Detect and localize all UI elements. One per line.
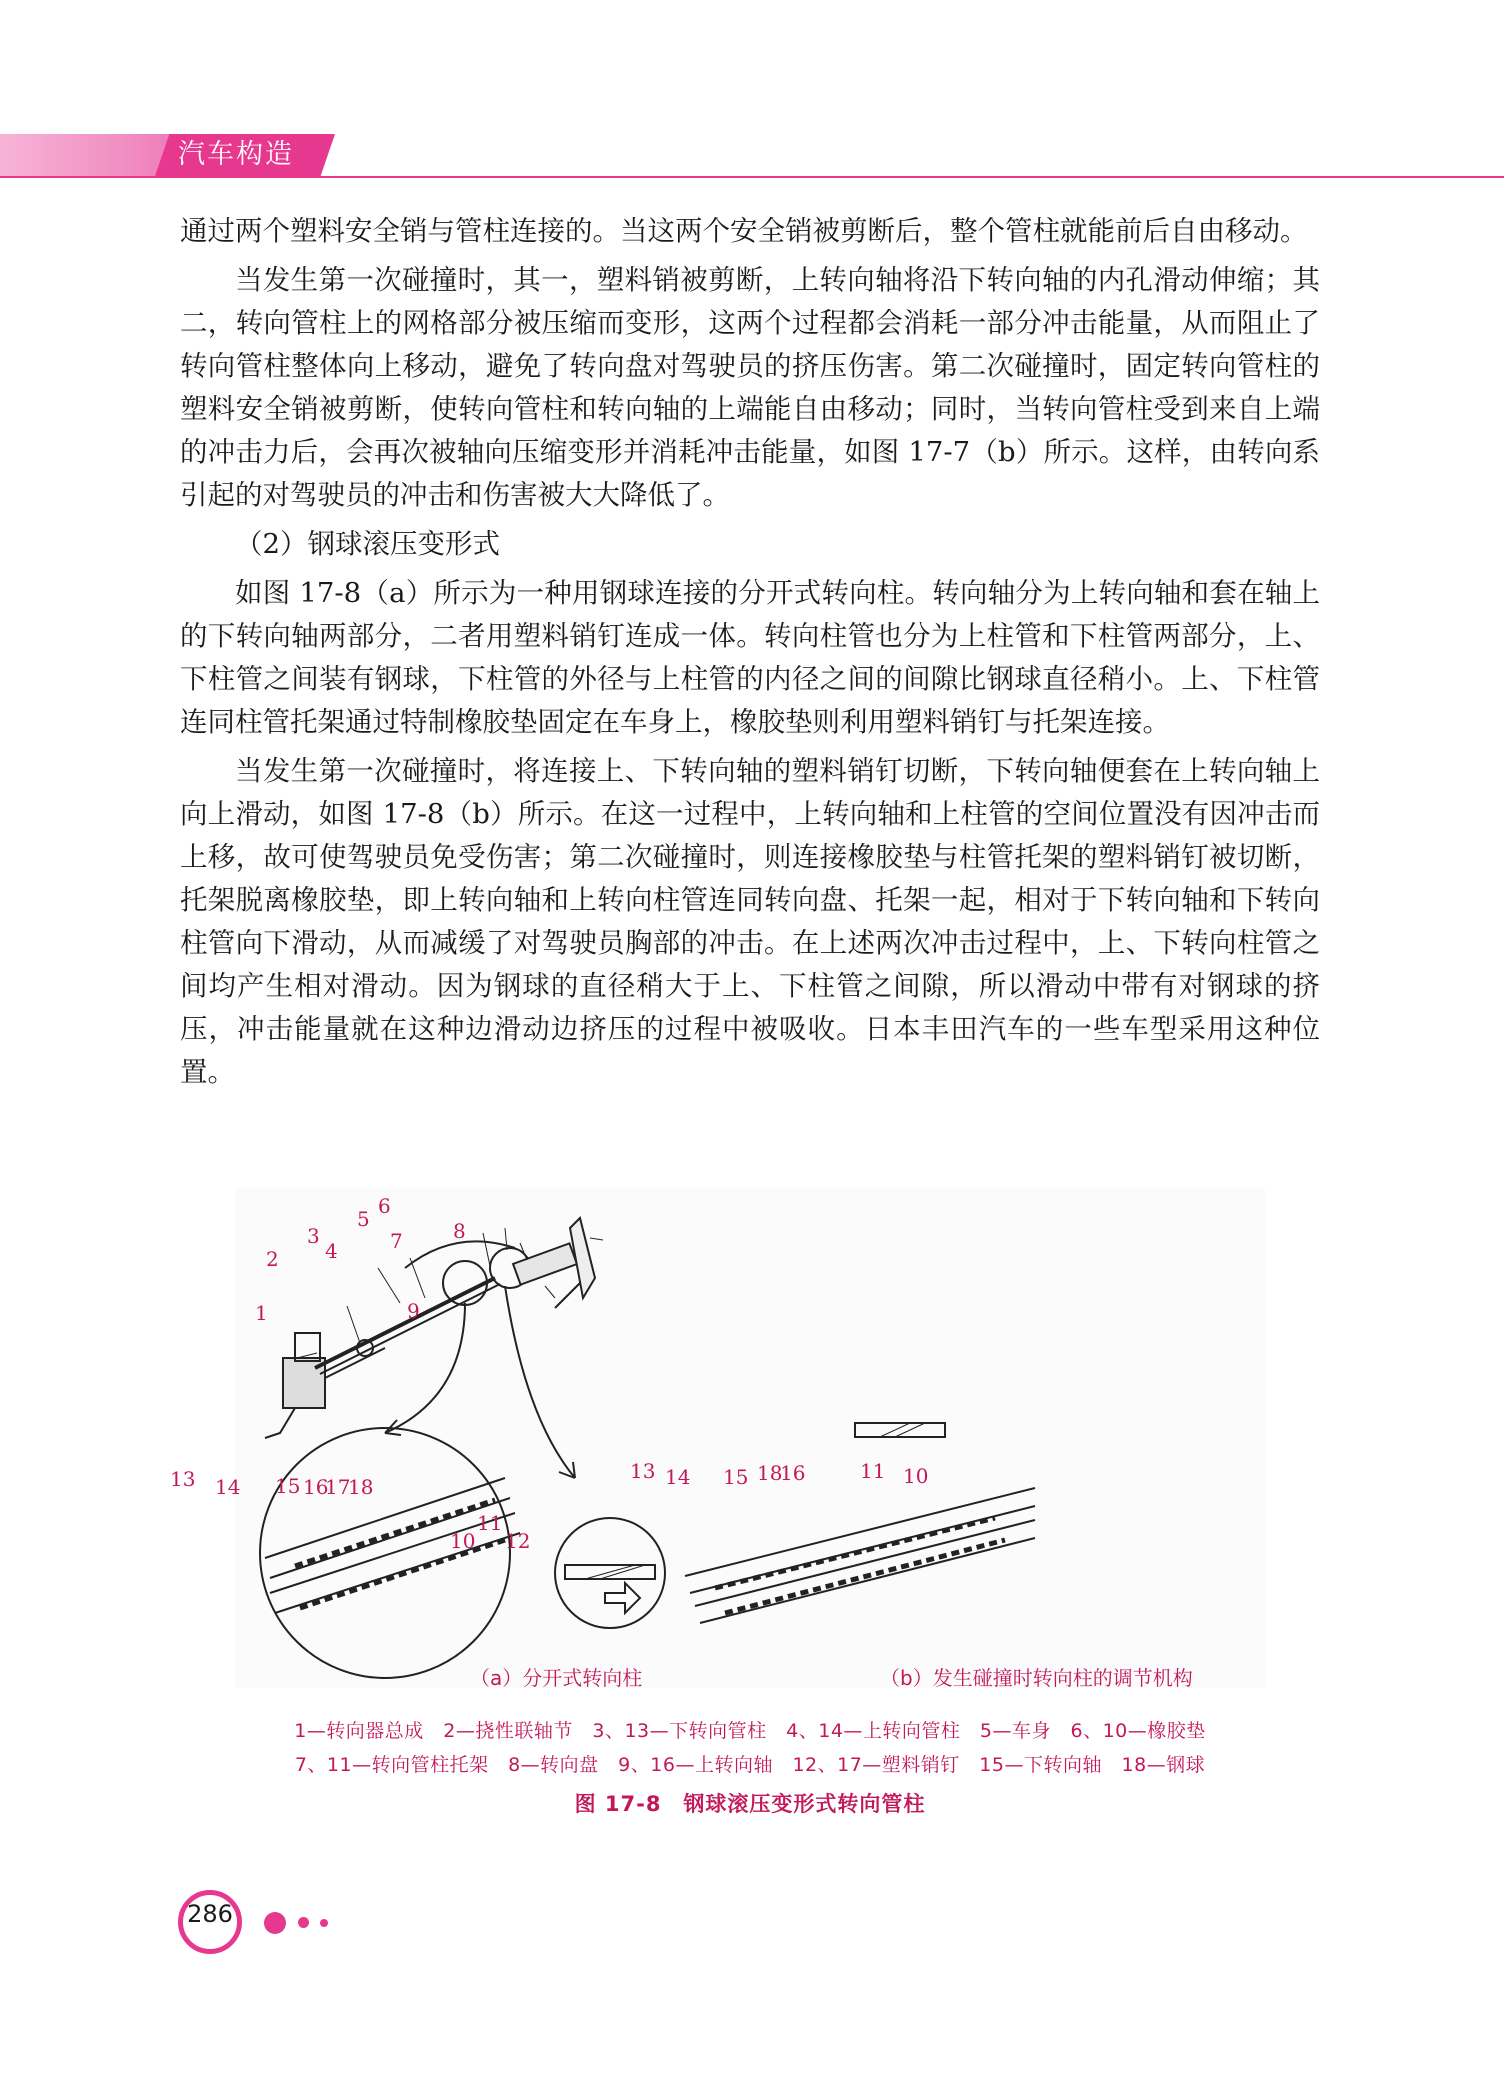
page-dot-medium [298, 1917, 309, 1928]
page-dot-small [320, 1919, 328, 1927]
body-text [180, 210, 1320, 1100]
label-2: 2 [266, 1247, 279, 1271]
section-heading: （2）钢球滚压变形式 [235, 528, 500, 560]
page-dot-large [264, 1912, 286, 1934]
label-1: 1 [255, 1301, 268, 1325]
label-b15: 15 [723, 1465, 749, 1489]
figure-17-8 [170, 1188, 1265, 1688]
label-6: 6 [378, 1194, 391, 1218]
steering-assembly-drawing [265, 1218, 595, 1438]
label-9: 9 [407, 1299, 420, 1323]
label-5: 5 [357, 1207, 370, 1231]
label-a14: 14 [215, 1475, 241, 1499]
paragraph-3: 如图 17-8（a）所示为一种用钢球连接的分开式转向柱。转向轴分为上转向轴和套在轴上的下转向轴两部分，二者用塑料销钉连成一体。转向柱管也分为上柱管和下柱管两部分，上、下柱管之间装有钢球，下柱管的外径与上柱管的内径之间的间隙比钢球直径稍小。上、下柱管连同柱管托架通过特制橡胶垫固定在车身上，橡胶垫则利用塑料销钉与托架连接。 [180, 577, 1320, 738]
label-3: 3 [307, 1224, 320, 1248]
caption-b: （b）发生碰撞时转向柱的调节机构 [880, 1666, 1193, 1690]
figure-drawing [170, 1188, 1265, 1688]
label-b18: 18 [757, 1461, 783, 1485]
label-b14: 14 [665, 1465, 691, 1489]
paragraph-4: 当发生第一次碰撞时，将连接上、下转向轴的塑料销钉切断，下转向轴便套在上转向轴上向上滑动，如图 17-8（b）所示。在这一过程中，上转向轴和上柱管的空间位置没有因冲击而上移，故可使驾驶员免受伤害；第二次碰撞时，则连接橡胶垫与柱管托架的塑料销钉被切断，托架脱离橡胶垫，即上转向轴和上转向柱管连同转向盘、托架一起，相对于下转向轴和下转向柱管向下滑动，从而减缓了对驾驶员胸部的冲击。在上述两次冲击过程中，上、下转向柱管之间均产生相对滑动。因为钢球的直径稍大于上、下柱管之间隙，所以滑动中带有对钢球的挤压，冲击能量就在这种边滑动边挤压的过程中被吸收。日本丰田汽车的一些车型采用这种位置。 [180, 755, 1320, 1088]
paragraph-1: 通过两个塑料安全销与管柱连接的。当这两个安全销被剪断后，整个管柱就能前后自由移动。 [180, 215, 1308, 247]
label-a13: 13 [170, 1467, 196, 1491]
label-c10: 10 [450, 1529, 476, 1553]
legend-line-2: 7、11—转向管柱托架 8—转向盘 9、16—上转向轴 12、17—塑料销钉 15—下转向轴 18—钢球 [294, 1754, 1206, 1776]
label-b13: 13 [630, 1459, 656, 1483]
label-d10: 10 [903, 1464, 929, 1488]
label-a16: 16 [303, 1475, 329, 1499]
label-a18: 18 [348, 1475, 374, 1499]
book-title: 汽车构造 [178, 139, 294, 170]
label-d11: 11 [860, 1459, 886, 1483]
header-rule [0, 176, 1504, 178]
adjust-mechanism-drawing [605, 1488, 1035, 1623]
caption-a: （a）分开式转向柱 [470, 1666, 643, 1690]
legend-line-1: 1—转向器总成 2—挠性联轴节 3、13—下转向管柱 4、14—上转向管柱 5—车身 6、10—橡胶垫 [294, 1720, 1206, 1742]
label-4: 4 [325, 1239, 338, 1263]
label-8: 8 [453, 1219, 466, 1243]
figure-title: 图 17-8 钢球滚压变形式转向管柱 [574, 1792, 926, 1816]
paragraph-2: 当发生第一次碰撞时，其一，塑料销被剪断，上转向轴将沿下转向轴的内孔滑动伸缩；其二，转向管柱上的网格部分被压缩而变形，这两个过程都会消耗一部分冲击能量，从而阻止了转向管柱整体向上移动，避免了转向盘对驾驶员的挤压伤害。第二次碰撞时，固定转向管柱的塑料安全销被剪断，使转向管柱和转向轴的上端能自由移动；同时，当转向管柱受到来自上端的冲击力后，会再次被轴向压缩变形并消耗冲击能量，如图 17-7（b）所示。这样，由转向系引起的对驾驶员的冲击和伤害被大大降低了。 [180, 264, 1320, 511]
label-a15: 15 [275, 1474, 301, 1498]
label-7: 7 [390, 1229, 403, 1253]
label-c12: 12 [505, 1529, 531, 1553]
label-b16: 16 [780, 1461, 806, 1485]
label-c11: 11 [477, 1511, 503, 1535]
label-a17: 17 [325, 1475, 351, 1499]
page-number: 286 [187, 1900, 233, 1928]
